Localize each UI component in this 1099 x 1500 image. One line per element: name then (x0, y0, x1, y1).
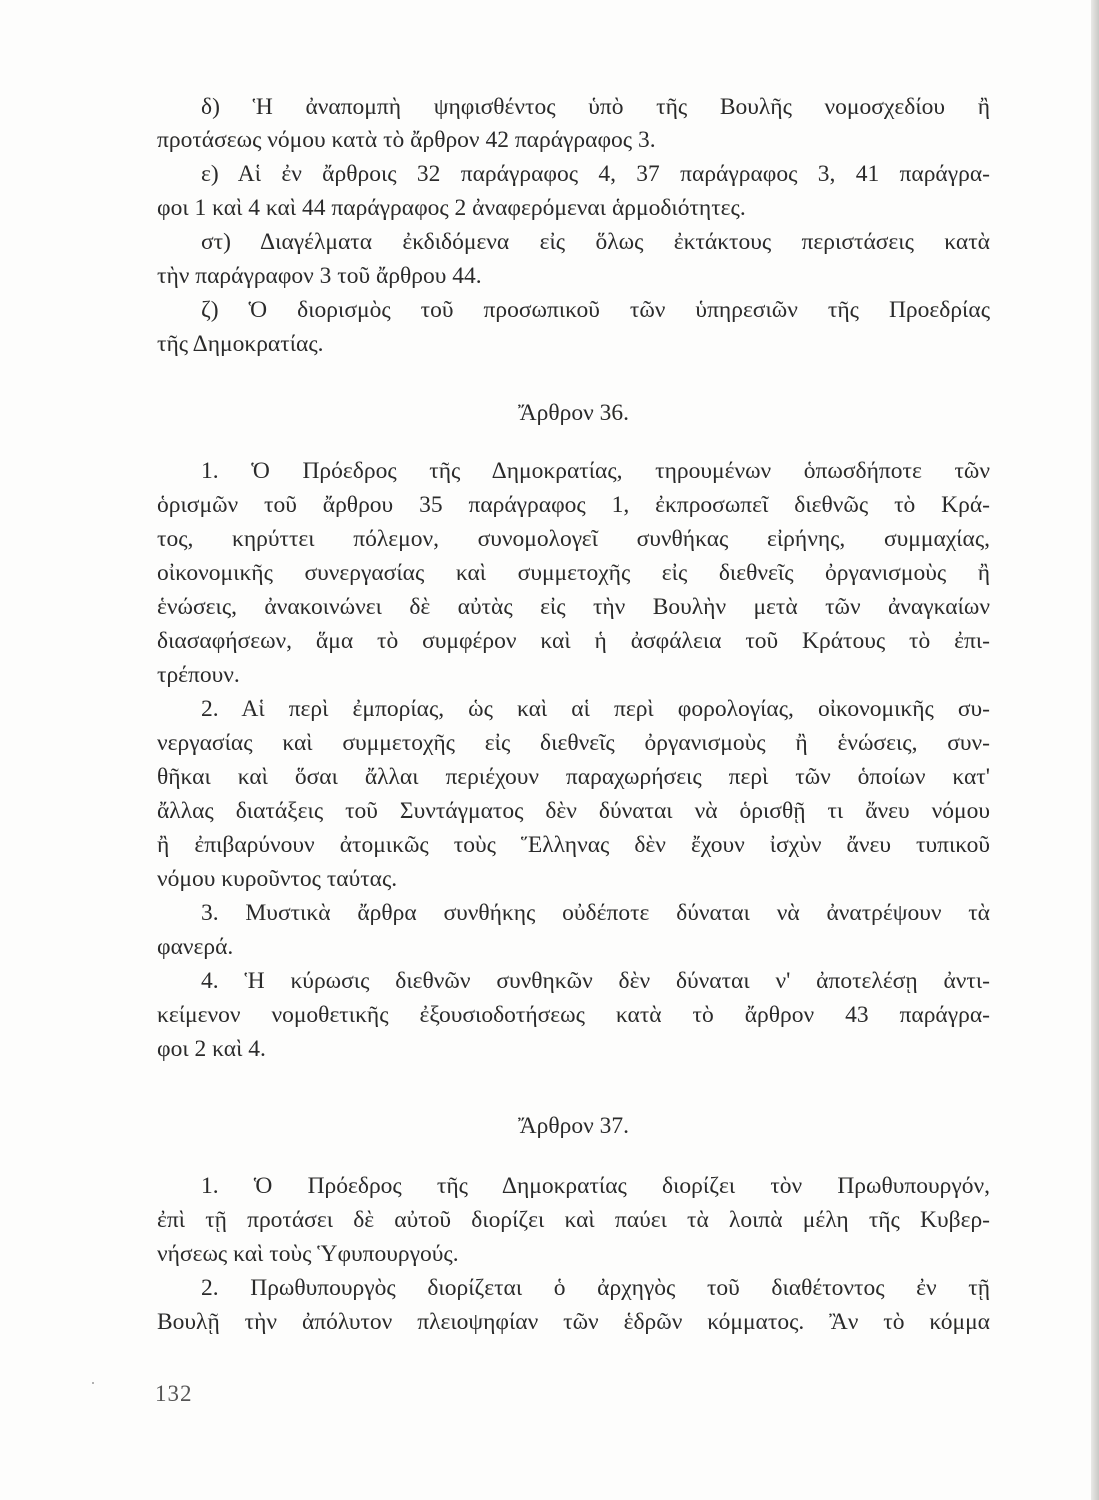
text-line: νόμου κυροῦντος ταύτας. (157, 866, 398, 892)
text-line: διασαφήσεων, ἅμα τὸ συμφέρον καὶ ἡ ἀσφάλεια τοῦ Κράτους τὸ ἐπι- (157, 628, 990, 654)
text-line: νεργασίας καὶ συμμετοχῆς εἰς διεθνεῖς ὀργανισμοὺς ἢ ἑνώσεις, συν- (157, 730, 990, 756)
text-line: στ) Διαγέλματα ἐκδιδόμενα εἰς ὅλως ἐκτάκτους περιστάσεις κατὰ (201, 229, 990, 255)
text-line: προτάσεως νόμου κατὰ τὸ ἄρθρον 42 παράγραφος 3. (157, 127, 656, 153)
text-line: 1. Ὁ Πρόεδρος τῆς Δημοκρατίας διορίζει τὸν Πρωθυπουργόν, (201, 1173, 990, 1199)
text-line: ἑνώσεις, ἀνακοινώνει δὲ αὐτὰς εἰς τὴν Βουλὴν μετὰ τῶν ἀναγκαίων (157, 594, 990, 620)
text-line: τὴν παράγραφον 3 τοῦ ἄρθρου 44. (157, 263, 482, 289)
article-37-heading: Ἄρθρον 37. (518, 1113, 629, 1139)
text-line: 1. Ὁ Πρόεδρος τῆς Δημοκρατίας, τηρουμένων ὁπωσδήποτε τῶν (201, 458, 990, 484)
text-line: 3. Μυστικὰ ἄρθρα συνθήκης οὐδέποτε δύναται νὰ ἀνατρέψουν τὰ (201, 900, 990, 926)
text-line: θῆκαι καὶ ὅσαι ἄλλαι περιέχουν παραχωρήσεις περὶ τῶν ὁποίων κατ' (157, 764, 990, 790)
text-line: φοι 1 καὶ 4 καὶ 44 παράγραφος 2 ἀναφερόμεναι ἁρμοδιότητες. (157, 195, 746, 221)
page-number: 132 (155, 1381, 193, 1406)
text-line: 2. Αἱ περὶ ἐμπορίας, ὡς καὶ αἱ περὶ φορολογίας, οἰκονομικῆς συ- (201, 696, 990, 722)
text-line: τῆς Δημοκρατίας. (157, 331, 324, 357)
text-line: φοι 2 καὶ 4. (157, 1036, 266, 1062)
text-line: τος, κηρύττει πόλεμον, συνομολογεῖ συνθήκας εἰρήνης, συμμαχίας, (157, 526, 990, 552)
text-line: τρέπουν. (157, 662, 240, 688)
page-edge-shadow (1091, 0, 1099, 1500)
article-36-heading: Ἄρθρον 36. (518, 400, 629, 426)
text-line: νήσεως καὶ τοὺς Ὑφυπουργούς. (157, 1241, 459, 1267)
text-line: φανερά. (157, 934, 234, 960)
text-line: δ) Ἡ ἀναπομπὴ ψηφισθέντος ὑπὸ τῆς Βουλῆς νομοσχεδίου ἢ (201, 94, 990, 120)
text-line: 2. Πρωθυπουργὸς διορίζεται ὁ ἀρχηγὸς τοῦ διαθέτοντος ἐν τῇ (201, 1275, 990, 1301)
text-line: ε) Αἱ ἐν ἄρθροις 32 παράγραφος 4, 37 παράγραφος 3, 41 παράγρα- (201, 161, 990, 187)
text-line: ἐπὶ τῇ προτάσει δὲ αὐτοῦ διορίζει καὶ παύει τὰ λοιπὰ μέλη τῆς Κυβερ- (157, 1207, 990, 1233)
text-line: ζ) Ὁ διορισμὸς τοῦ προσωπικοῦ τῶν ὑπηρεσιῶν τῆς Προεδρίας (201, 297, 990, 323)
text-line: ἄλλας διατάξεις τοῦ Συντάγματος δὲν δύναται νὰ ὁρισθῇ τι ἄνευ νόμου (157, 798, 990, 824)
text-line: Βουλῇ τὴν ἀπόλυτον πλειοψηφίαν τῶν ἑδρῶν κόμματος. Ἂν τὸ κόμμα (157, 1309, 990, 1335)
text-line: οἰκονομικῆς συνεργασίας καὶ συμμετοχῆς εἰς διεθνεῖς ὀργανισμοὺς ἢ (157, 560, 990, 586)
scan-speck (92, 1382, 94, 1384)
text-line: ὁρισμῶν τοῦ ἄρθρου 35 παράγραφος 1, ἐκπροσωπεῖ διεθνῶς τὸ Κρά- (157, 492, 990, 518)
text-line: 4. Ἡ κύρωσις διεθνῶν συνθηκῶν δὲν δύναται ν' ἀποτελέσῃ ἀντι- (201, 968, 990, 994)
text-line: ἢ ἐπιβαρύνουν ἀτομικῶς τοὺς Ἕλληνας δὲν ἔχουν ἰσχὺν ἄνευ τυπικοῦ (157, 832, 990, 858)
text-line: κείμενον νομοθετικῆς ἐξουσιοδοτήσεως κατὰ τὸ ἄρθρον 43 παράγρα- (157, 1002, 990, 1028)
